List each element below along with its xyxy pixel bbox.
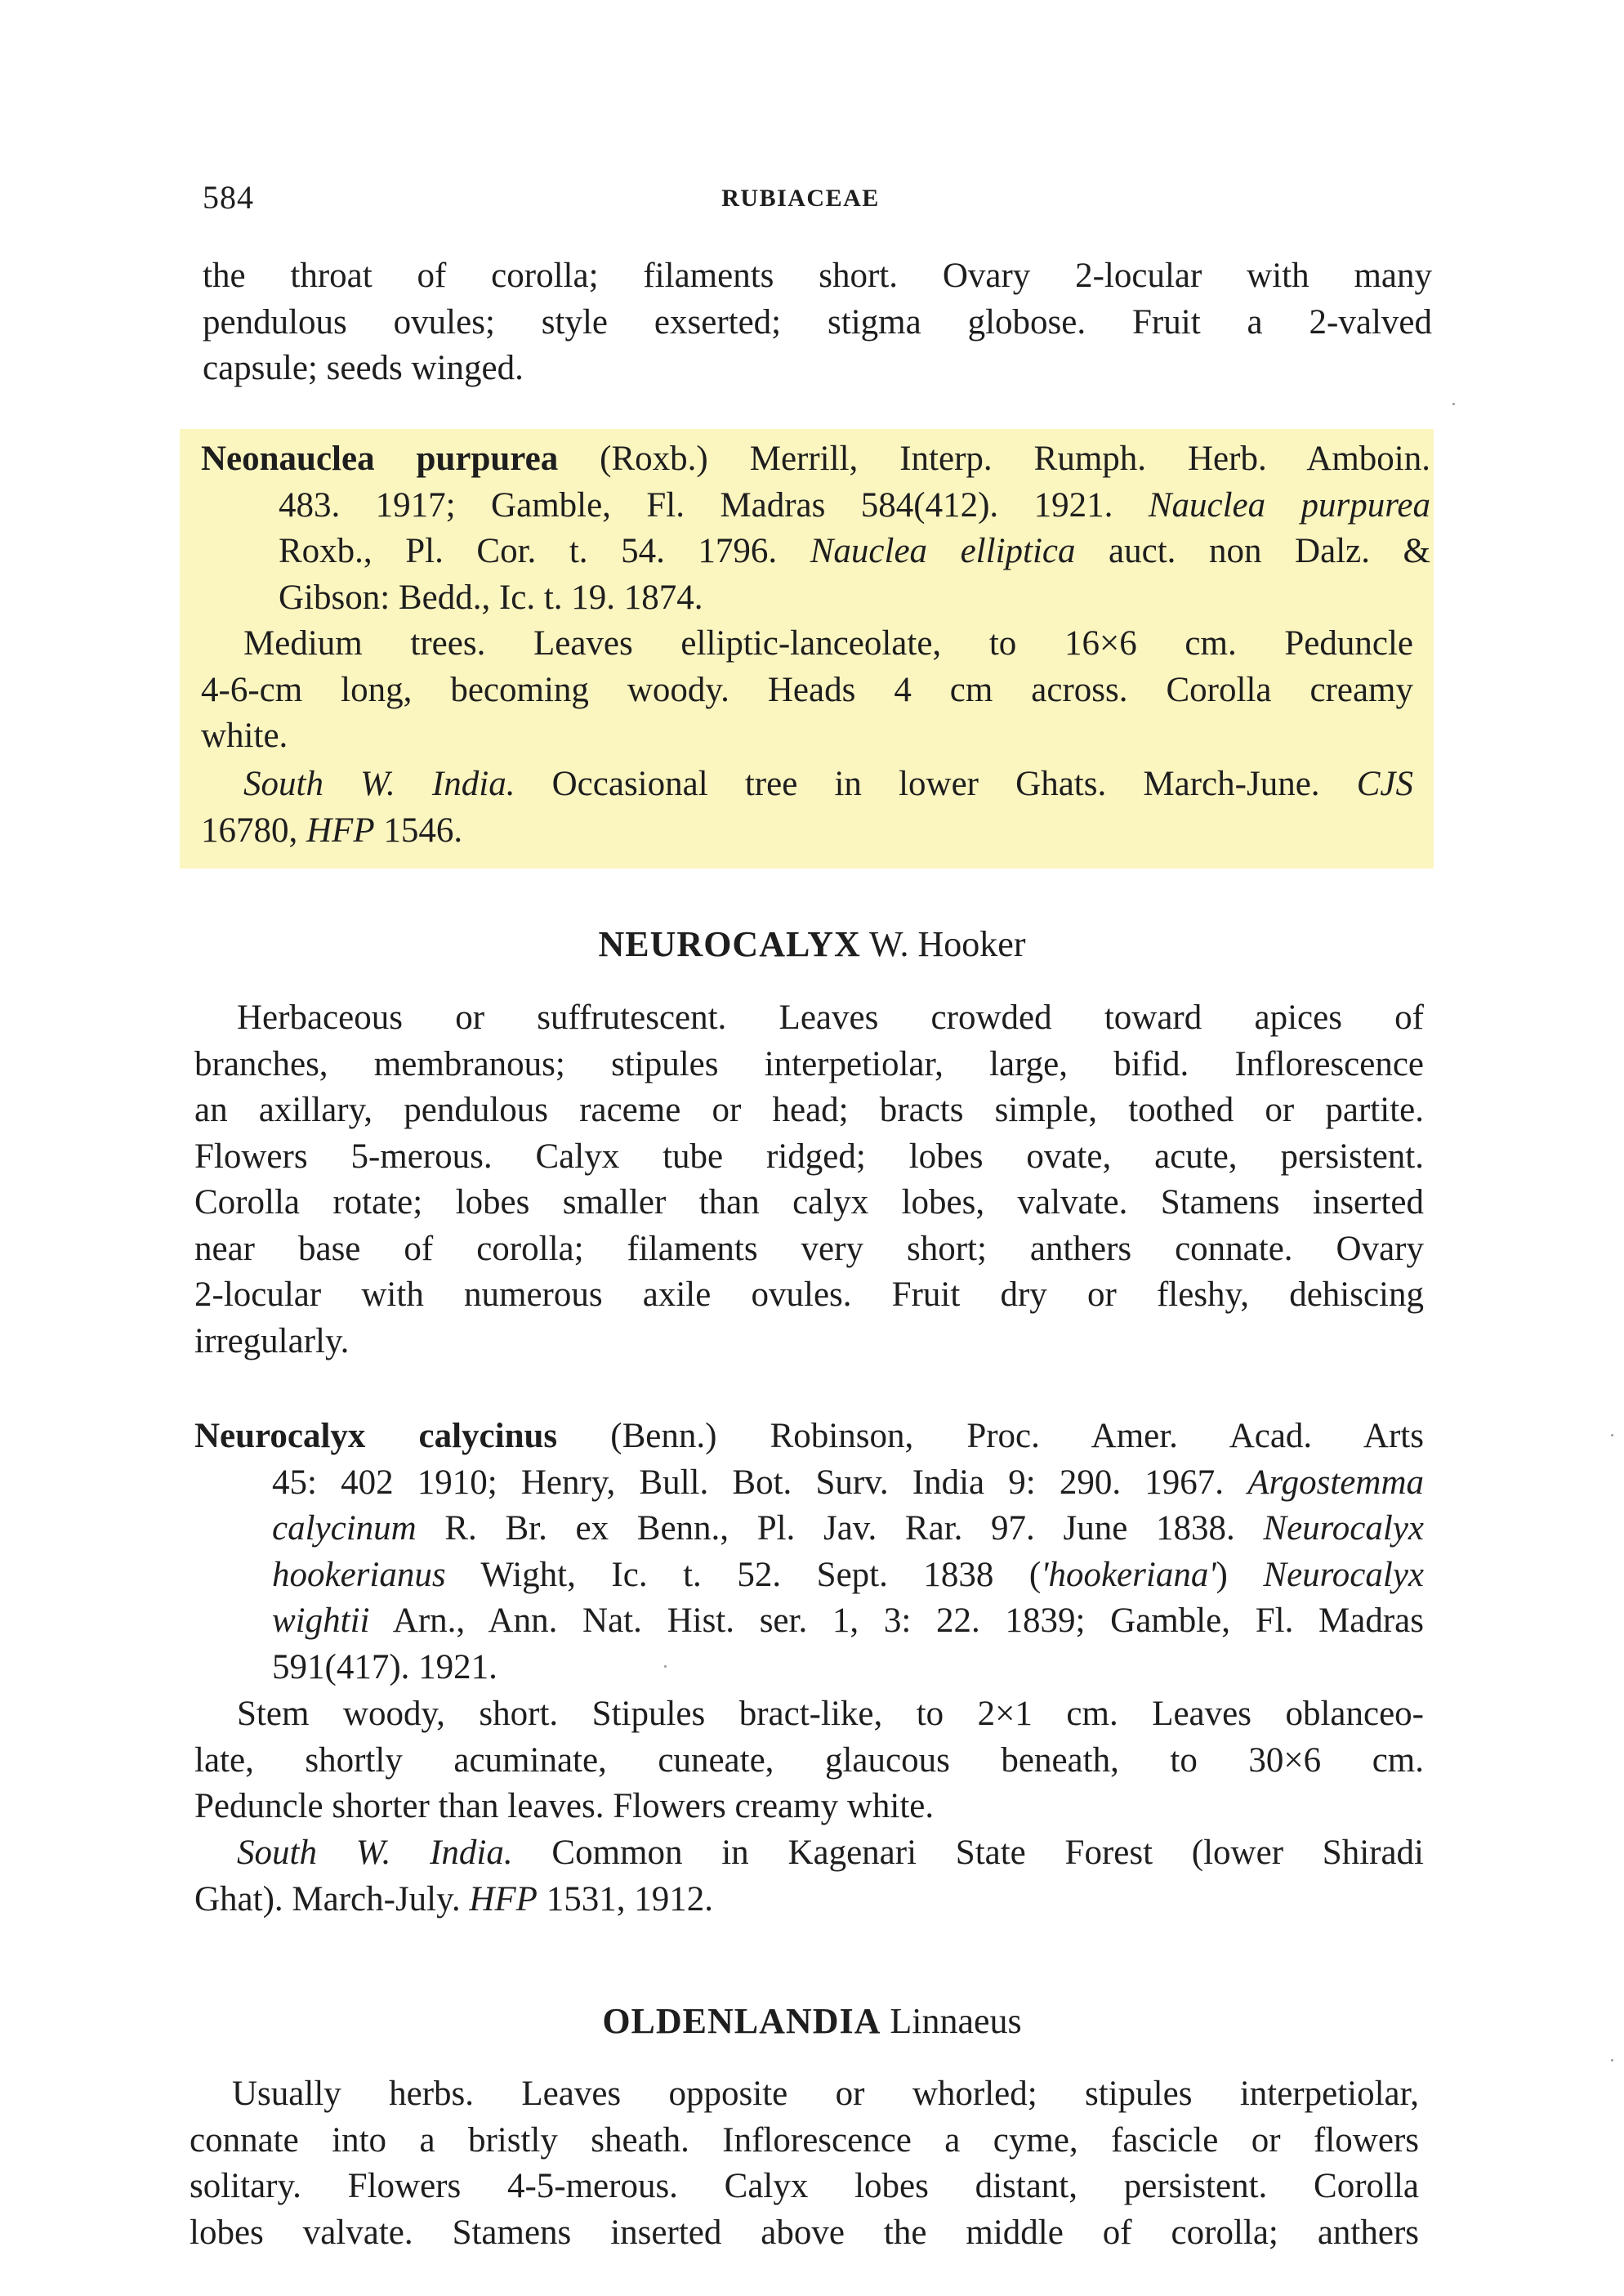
neurocalyx-species-description: Stem woody, short. Stipules bract-like, to 2×1 cm. Leaves oblanceo- late, shortly acuminate, cuneate, glaucous beneath, to 30×6 cm. Peduncle shorter than leaves. Flowers creamy white. [194, 1695, 1424, 1825]
neonauclea-citation: Neonauclea purpurea (Roxb.) Merrill, Interp. Rumph. Herb. Amboin. 483. 1917; Gamble, Fl. Madras 584(412). 1921. Nauclea purpurea Roxb., Pl. Cor. t. 54. 1796. Nauclea elliptica auct. non Dalz. & Gibson: Bedd., Ic. t. 19. 1874. [201, 440, 1430, 617]
oldenlandia-description: Usually herbs. Leaves opposite or whorled; stipules interpetiolar, connate into a bristly sheath. Inflorescence a cyme, fascicle or flowers solitary. Flowers 4-5-merous. Calyx lobes distant, persistent. Corolla lobes valvate. Stamens inserted above the middle of corolla; anthers [190, 2075, 1419, 2252]
scan-speck [1452, 403, 1455, 405]
scan-speck [664, 1665, 667, 1668]
neurocalyx-description: Herbaceous or suffrutescent. Leaves crowded toward apices of branches, membranous; stipules interpetiolar, large, bifid. Inflorescence an axillary, pendulous raceme or head; bracts simple, toothed or partite. Flowers 5-merous. Calyx tube ridged; lobes ovate, acute, persistent. Corolla rotate; lobes smaller than calyx lobes, valvate. Stamens inserted near base of corolla; filaments very short; anthers connate. Ovary 2-locular with numerous axile ovules. Fruit dry or fleshy, dehiscing irregularly. [194, 998, 1424, 1360]
running-head: RUBIACEAE [721, 185, 880, 212]
neurocalyx-citation: Neurocalyx calycinus (Benn.) Robinson, Proc. Amer. Acad. Arts 45: 402 1910; Henry, Bull. Bot. Surv. India 9: 290. 1967. Argostemma calycinum R. Br. ex Benn., Pl. Jav. Rar. 97. June 1838. Neurocalyx hookerianus Wight, Ic. t. 52. Sept. 1838 ('hookeriana') Neurocalyx wightii Arn., Ann. Nat. Hist. ser. 1, 3: 22. 1839; Gamble, Fl. Madras 591(417). 1921. [194, 1417, 1424, 1686]
species-name: Neonauclea purpurea [201, 440, 559, 478]
page-number: 584 [203, 179, 254, 216]
page-header [196, 178, 1405, 227]
scan-speck [1611, 1434, 1613, 1436]
neonauclea-distribution: South W. India. Occasional tree in lower Ghats. March-June. CJS 16780, HFP 1546. [201, 765, 1413, 850]
neurocalyx-distribution: South W. India. Common in Kagenari State Forest (lower Shiradi Ghat). March-July. HFP 1531, 1912. [194, 1834, 1424, 1919]
genus-heading-neurocalyx: NEUROCALYX W. Hooker [598, 924, 1026, 964]
genus-heading-oldenlandia: OLDENLANDIA Linnaeus [602, 2001, 1022, 2041]
scan-speck [1611, 2059, 1613, 2061]
species-name: Neurocalyx calycinus [194, 1417, 558, 1455]
continuation-paragraph: the throat of corolla; filaments short. Ovary 2-locular with many pendulous ovules; style exserted; stigma globose. Fruit a 2-valved capsule; seeds winged. [203, 257, 1432, 387]
neonauclea-description: Medium trees. Leaves elliptic-lanceolate, to 16×6 cm. Peduncle 4-6-cm long, becoming woody. Heads 4 cm across. Corolla creamy white. [201, 624, 1413, 755]
